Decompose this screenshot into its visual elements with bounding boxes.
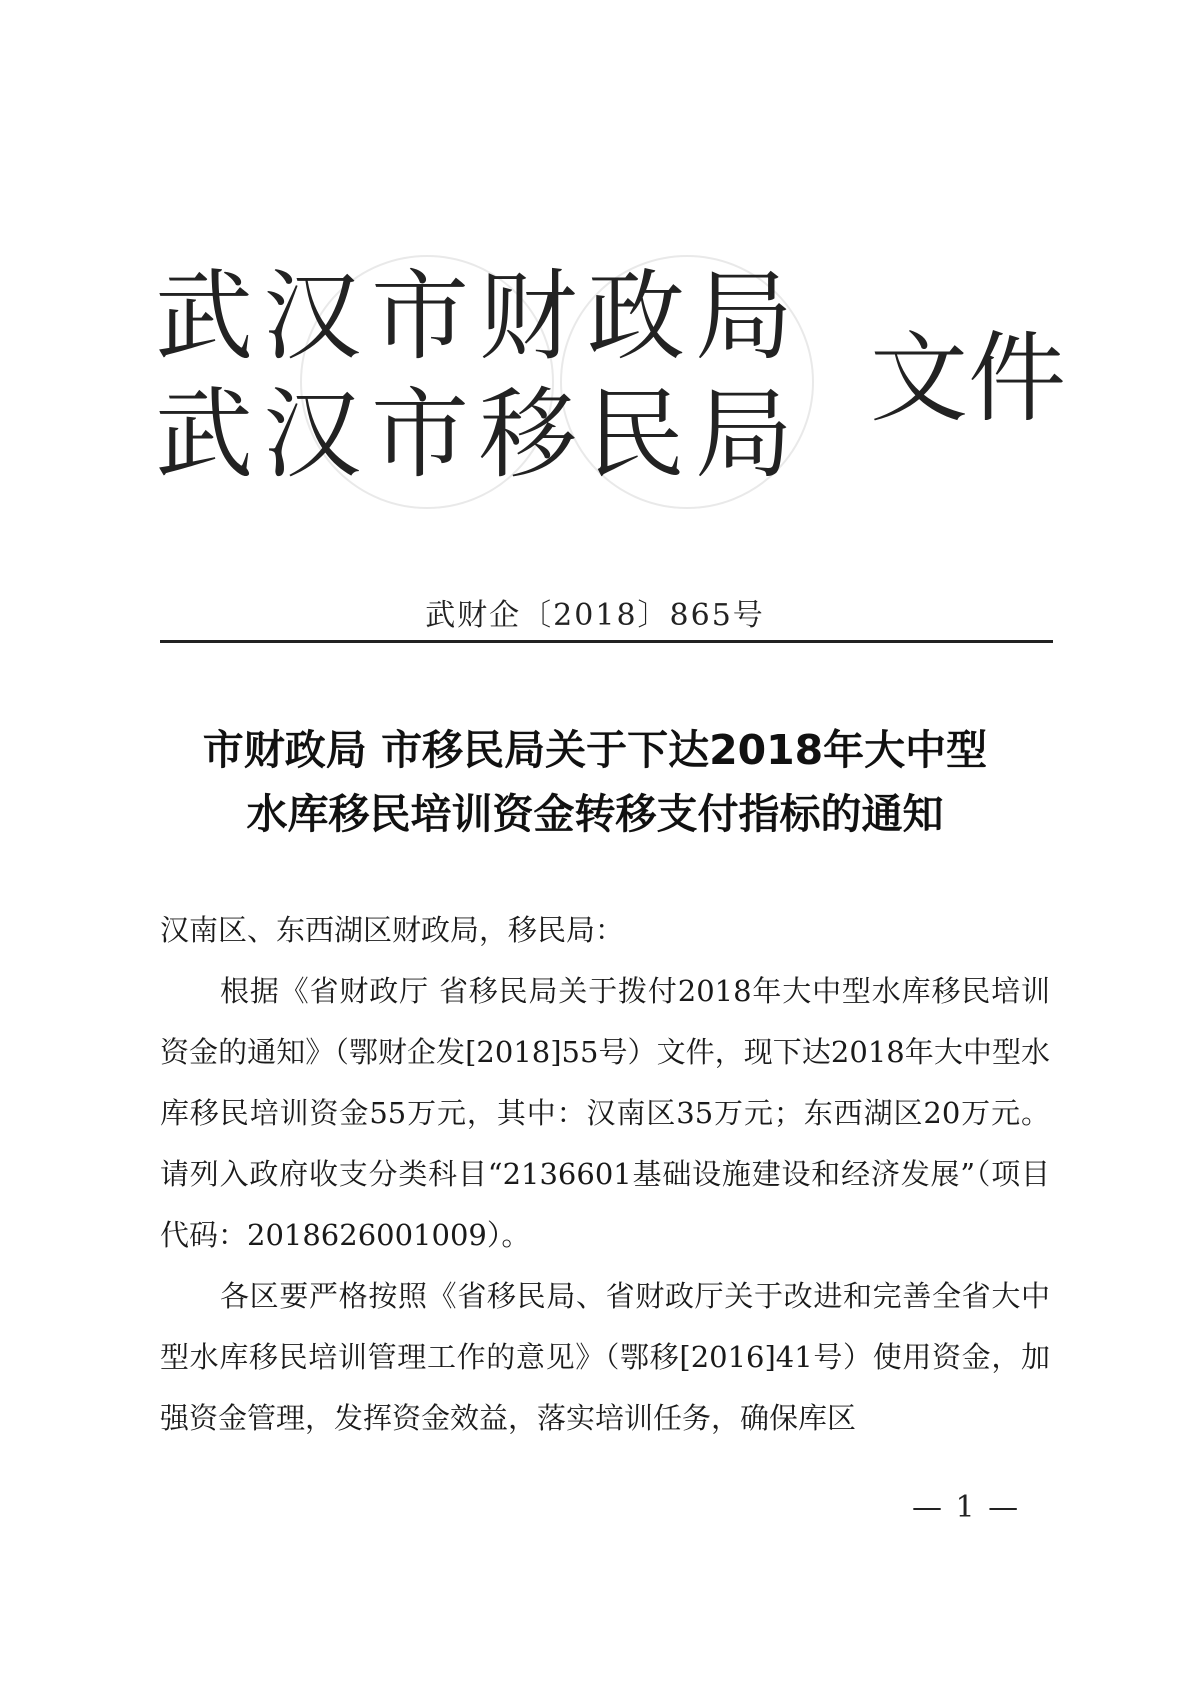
title-line-2: 水库移民培训资金转移支付指标的通知 — [246, 790, 944, 838]
header-suffix: 文件 — [870, 322, 1067, 436]
document-number: 武财企〔2018〕865号 — [425, 598, 765, 633]
title-line-1: 市财政局 市移民局关于下达2018年大中型 — [202, 726, 988, 774]
page-number: — 1 — — [912, 1490, 1021, 1525]
document-header — [155, 260, 1067, 502]
header-divider — [160, 640, 1053, 643]
body-paragraph: 各区要严格按照《省移民局、省财政厅关于改进和完善全省大中型水库移民培训管理工作的意见》（鄂移[2016]41号）使用资金，加强资金管理，发挥资金效益，落实培训任务，确保库区 — [160, 1279, 1050, 1435]
issuer-name-1: 武汉市财政局 — [155, 260, 804, 374]
document-body — [160, 900, 1050, 1449]
document-title — [120, 718, 1070, 846]
body-paragraph: 根据《省财政厅 省移民局关于拨付2018年大中型水库移民培训资金的通知》（鄂财企发[2018]55号）文件，现下达2018年大中型水库移民培训资金55万元，其中：汉南区35万元；东西湖区20万元。请列入政府收支分类科目“2136601基础设施建设和经济发展”（项目代码：2018626001009）。 — [160, 974, 1050, 1252]
issuer-name-2: 武汉市移民局 — [155, 378, 804, 492]
salutation: 汉南区、东西湖区财政局，移民局： — [160, 913, 625, 947]
